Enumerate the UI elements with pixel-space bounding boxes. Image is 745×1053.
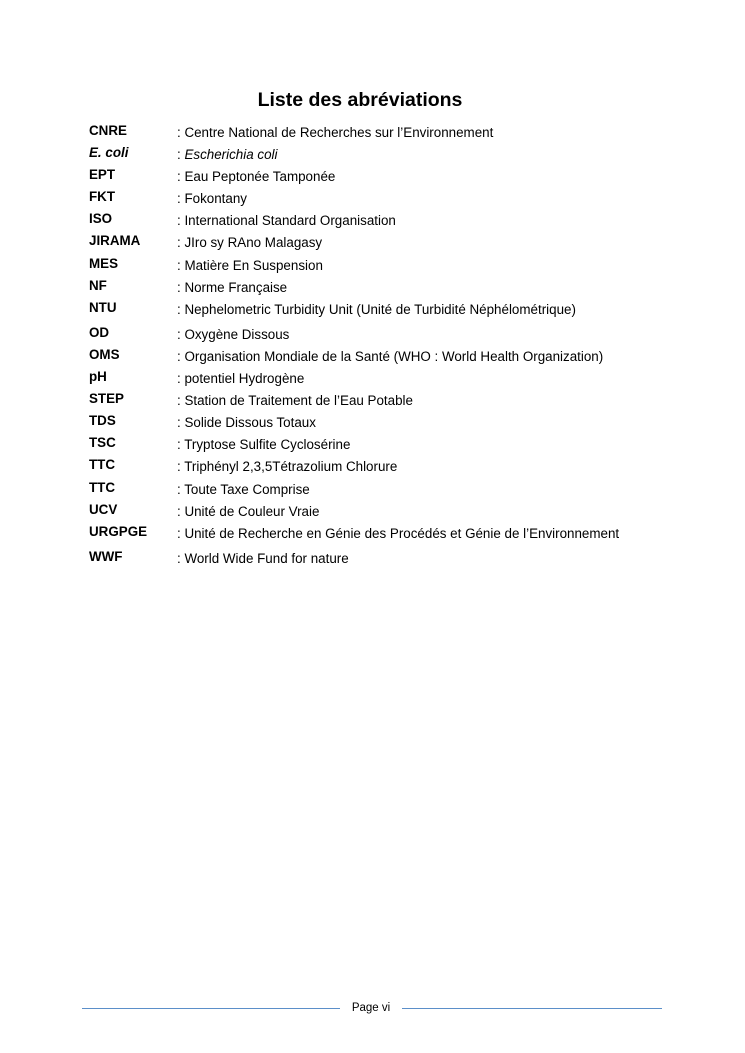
- abbreviation-definition: : potentiel Hydrogène: [177, 371, 305, 387]
- abbreviation-term: WWF: [89, 548, 123, 564]
- abbreviation-row: [89, 345, 729, 367]
- abbreviation-definition: : Unité de Recherche en Génie des Procédés et Génie de l’Environnement: [177, 525, 620, 541]
- abbreviation-row: [89, 455, 729, 477]
- abbreviation-term: TTC: [89, 457, 116, 473]
- abbreviation-row: [89, 231, 729, 253]
- abbreviation-definition: : Triphényl 2,3,5Tétrazolium Chlorure: [177, 459, 398, 475]
- footer-rule-right: [402, 1008, 662, 1009]
- abbreviation-term: UCV: [89, 501, 118, 517]
- abbreviation-definition: : Eau Peptonée Tamponée: [177, 169, 336, 185]
- abbreviation-definition: : Tryptose Sulfite Cyclosérine: [177, 437, 351, 453]
- abbreviation-row: [89, 411, 729, 433]
- abbreviation-definition: : Solide Dissous Totaux: [177, 415, 316, 431]
- abbreviation-row: [89, 500, 729, 522]
- abbreviation-definition: : Toute Taxe Comprise: [177, 481, 310, 497]
- abbreviation-definition: : Fokontany: [177, 191, 247, 207]
- abbreviation-row: [89, 478, 729, 500]
- abbreviation-term: ISO: [89, 211, 113, 227]
- abbreviation-row: [89, 276, 729, 298]
- abbreviation-definition: : Station de Traitement de l’Eau Potable: [177, 393, 413, 409]
- abbreviation-definition: : Organisation Mondiale de la Santé (WHO : World Health Organization): [177, 348, 604, 364]
- footer-rule-left: [82, 1008, 340, 1009]
- abbreviation-row: [89, 323, 729, 345]
- abbreviation-row: [89, 433, 729, 455]
- abbreviation-definition: : World Wide Fund for nature: [177, 550, 349, 566]
- abbreviation-row: [89, 367, 729, 389]
- abbreviation-term: TDS: [89, 413, 116, 429]
- abbreviation-row: [89, 298, 729, 320]
- definition-text: Escherichia coli: [184, 147, 278, 163]
- abbreviation-term: NF: [89, 277, 107, 293]
- definition-prefix: :: [177, 147, 185, 163]
- abbreviation-row: [89, 209, 729, 231]
- abbreviation-row: [89, 187, 729, 209]
- abbreviation-term: TTC: [89, 479, 116, 495]
- abbreviation-definition: : Nephelometric Turbidity Unit (Unité de Turbidité Néphélométrique): [177, 301, 576, 317]
- abbreviation-definition: : Matière En Suspension: [177, 257, 323, 273]
- abbreviation-term: OD: [89, 324, 110, 340]
- abbreviation-term: E. coli: [89, 145, 129, 161]
- abbreviation-term: STEP: [89, 391, 124, 407]
- abbreviation-term: FKT: [89, 189, 116, 205]
- abbreviation-definition: : JIro sy RAno Malagasy: [177, 235, 323, 251]
- abbreviation-row: [89, 547, 729, 569]
- abbreviation-definition: [177, 145, 277, 165]
- abbreviation-term: TSC: [89, 435, 116, 451]
- abbreviation-row: [89, 522, 729, 544]
- abbreviation-term: MES: [89, 255, 119, 271]
- abbreviation-row: [89, 143, 729, 165]
- abbreviation-definition: : Unité de Couleur Vraie: [177, 503, 320, 519]
- abbreviation-list: [89, 121, 729, 569]
- abbreviation-definition: : Centre National de Recherches sur l’Environnement: [177, 125, 494, 140]
- abbreviation-term: JIRAMA: [89, 233, 141, 249]
- abbreviation-term: CNRE: [89, 123, 127, 138]
- abbreviation-term: pH: [89, 369, 107, 385]
- abbreviation-term: EPT: [89, 167, 116, 183]
- abbreviation-term: URGPGE: [89, 523, 148, 539]
- abbreviation-term: NTU: [89, 299, 117, 315]
- abbreviation-row: [89, 121, 729, 143]
- abbreviation-row: [89, 389, 729, 411]
- abbreviation-definition: : Oxygène Dissous: [177, 326, 290, 342]
- page-title: Liste des abréviations: [257, 89, 463, 111]
- abbreviation-row: [89, 165, 729, 187]
- abbreviation-row: [89, 254, 729, 276]
- abbreviation-definition: : Norme Française: [177, 279, 288, 295]
- page-number: Page vi: [351, 1002, 391, 1014]
- abbreviation-definition: : International Standard Organisation: [177, 213, 396, 229]
- abbreviation-term: OMS: [89, 346, 120, 362]
